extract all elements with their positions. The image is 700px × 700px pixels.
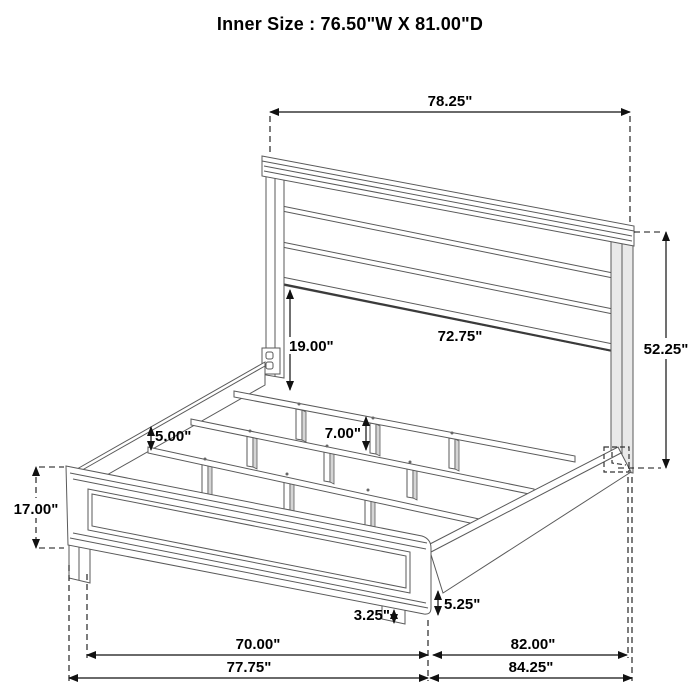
footboard-height-label: 17.00" [13,501,59,518]
top-width-label: 78.25" [427,93,473,110]
page-title: Inner Size : 76.50"W X 81.00"D [216,14,484,34]
dimension-footboard-clearance [354,607,394,624]
slat-2 [191,419,534,495]
rail-height-label: 5.00" [155,428,192,445]
headboard-gap-label: 19.00" [289,338,334,355]
dimension-slat-leg-height [325,417,366,450]
headboard-inner-width-label: 72.75" [437,328,483,345]
dimension-headboard-inner-width [438,328,483,345]
dimension-footboard-inner-width [87,636,428,655]
dimension-rail-clearance [438,591,480,615]
overall-depth-label: 84.25" [508,659,554,676]
footboard [66,466,431,624]
slat-1 [234,391,575,462]
rail-clearance-label: 5.25" [444,596,481,613]
rail-length-label: 82.00" [510,636,556,653]
dimension-footboard-height [8,467,64,548]
headboard-height-label: 52.25" [643,341,689,358]
footboard-outer-width-label: 77.75" [226,659,272,676]
dimension-headboard-gap [287,290,334,390]
headboard [262,156,634,473]
dimension-rail-length [433,636,627,655]
footboard-inner-width-label: 70.00" [235,636,281,653]
footboard-clearance-label: 3.25" [353,607,390,624]
slat-leg-height-label: 7.00" [324,425,361,442]
dimension-overall-depth [430,659,632,678]
dimension-footboard-outer-width [69,659,428,678]
